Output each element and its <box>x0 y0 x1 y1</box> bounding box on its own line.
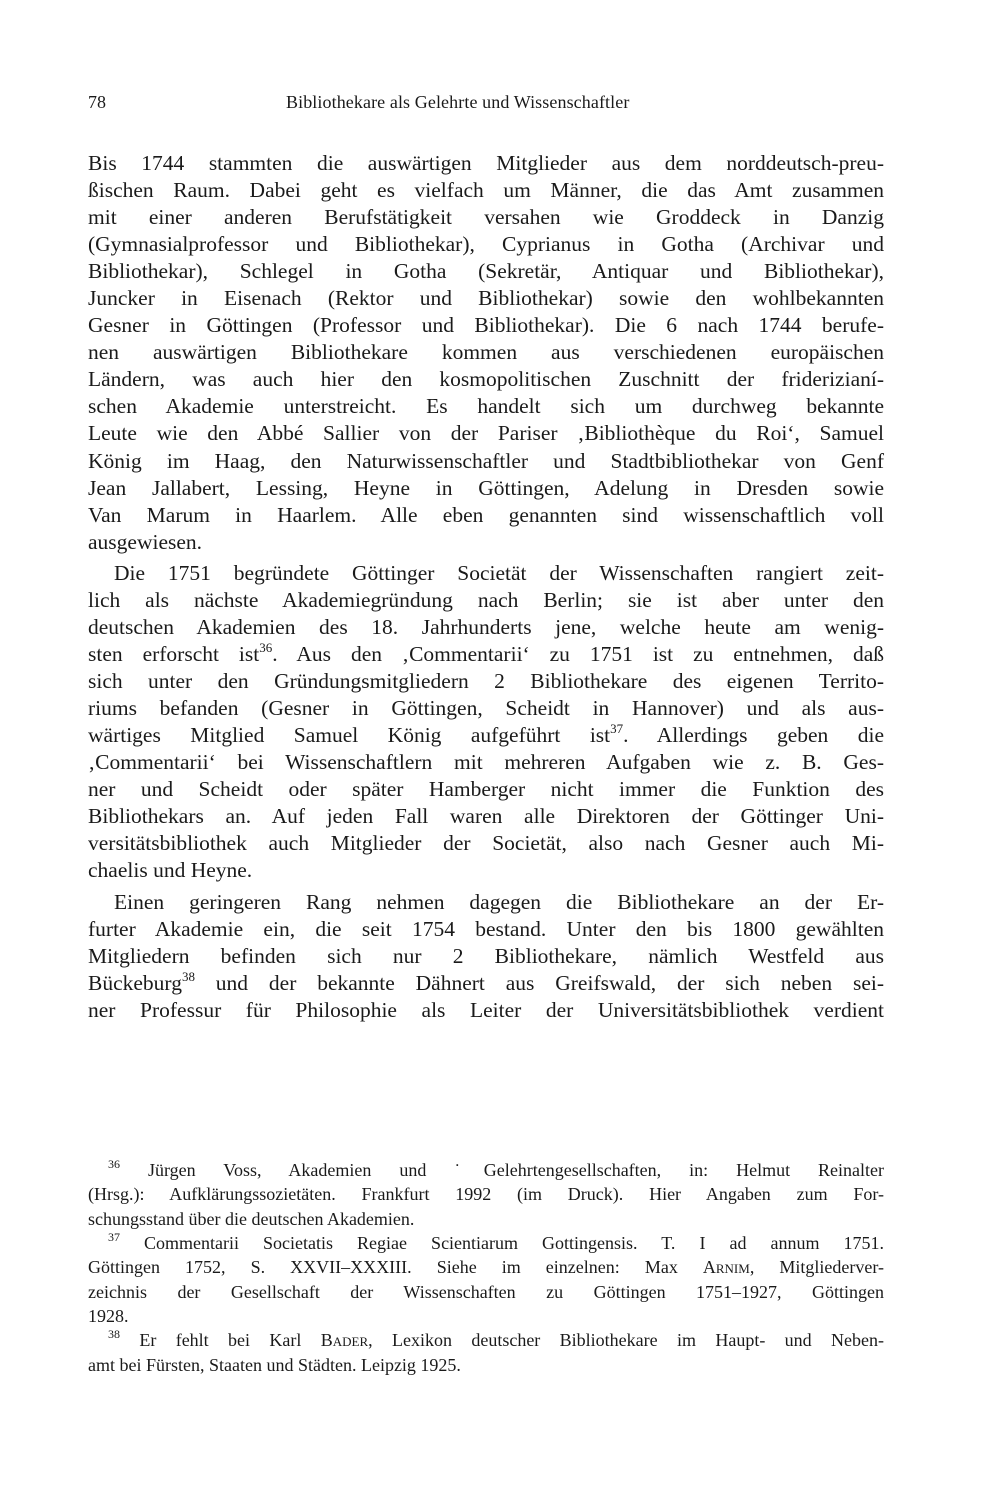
footnote-line <box>88 1255 884 1279</box>
text-line: Die 1751 begründete Göttinger Societät der Wissenschaften rangiert zeit- <box>114 560 884 585</box>
text-line: lich als nächste Akademiegründung nach Berlin; sie ist aber unter den <box>88 587 884 612</box>
text-line: Gesner in Göttingen (Professor und Bibliothekar). Die 6 nach 1744 berufe- <box>88 313 884 338</box>
text-line: schen Akademie unterstreicht. Es handelt sich um durchweg bekannte <box>88 394 884 419</box>
text-line: riums befanden (Gesner in Göttingen, Scheidt in Hannover) und als aus- <box>88 695 884 720</box>
text-line: Mitgliedern befinden sich nur 2 Bibliothekare, nämlich Westfeld aus <box>88 944 884 969</box>
text-segment: Bückeburg <box>88 971 182 996</box>
text-segment: Jürgen Voss, Akademien und ˙Gelehrtengesellschaften, in: Helmut Reinalter <box>147 1160 884 1180</box>
footnote-ref: 37 <box>610 720 624 736</box>
running-title: Bibliothekare als Gelehrte und Wissenschaftler <box>286 92 630 112</box>
footnote-line: 1928. <box>88 1306 129 1327</box>
text-line: Einen geringeren Rang nehmen dagegen die Bibliothekare an der Er- <box>114 890 884 915</box>
text-segment: wärtiges Mitglied Samuel König aufgeführt ist <box>88 722 611 747</box>
page-number: 78 <box>88 92 106 112</box>
paragraph <box>88 150 884 556</box>
footnote-ref: 36 <box>259 639 273 655</box>
text-line: versitätsbibliothek auch Mitglieder der Societät, also nach Gesner auch Mi- <box>88 831 884 856</box>
page-header <box>88 92 884 116</box>
text-line: König im Haag, den Naturwissenschaftler und Stadtbibliothekar von Genf <box>88 448 884 473</box>
text-line: mit einer anderen Berufstätigkeit versahen wie Groddeck in Danzig <box>88 205 884 230</box>
text-line: Juncker in Eisenach (Rektor und Bibliothekar) sowie den wohlbekannten <box>88 286 884 311</box>
footnote <box>88 1158 884 1231</box>
text-segment: sten erforscht ist <box>88 641 260 666</box>
paragraph <box>88 560 884 885</box>
text-line: ‚Commentarii‘ bei Wissenschaftlern mit mehreren Aufgaben wie z. B. Ges- <box>88 750 884 775</box>
text-line: nen auswärtigen Bibliothekare kommen aus verschiedenen europäischen <box>88 340 884 365</box>
text-line: chaelis und Heyne. <box>88 858 253 883</box>
text-line: Bis 1744 stammten die auswärtigen Mitglieder aus dem norddeutsch-preu- <box>88 151 884 175</box>
text-line: Van Marum in Haarlem. Alle eben genannten sind wissenschaftlich voll <box>88 502 884 527</box>
text-line <box>88 970 884 997</box>
text-line: Leute wie den Abbé Sallier von der Pariser ‚Bibliothèque du Roi‘, Samuel <box>88 421 884 446</box>
footnote-line <box>88 1158 884 1182</box>
footnote-line: amt bei Fürsten, Staaten und Städten. Leipzig 1925. <box>88 1354 461 1375</box>
text-line: Bibliothekars an. Auf jeden Fall waren alle Direktoren der Göttinger Uni- <box>88 804 884 829</box>
text-line: ner und Scheidt oder später Hamberger nicht immer die Funktion des <box>88 777 884 802</box>
text-line: furter Akademie ein, die seit 1754 bestand. Unter den bis 1800 gewählten <box>88 917 884 942</box>
footnote-line: (Hrsg.): Aufklärungssozietäten. Frankfurt 1992 (im Druck). Hier Angaben zum For- <box>88 1184 884 1205</box>
text-line: sich unter den Gründungsmitgliedern 2 Bibliothekare des eigenen Territo- <box>88 668 884 693</box>
text-line: deutschen Akademien des 18. Jahrhunderts jene, welche heute am wenig- <box>88 614 884 639</box>
text-line: (Gymnasialprofessor und Bibliothekar), Cyprianus in Gotha (Archivar und <box>88 232 884 257</box>
text-segment: Göttingen 1752, S. XXVII–XXXIII. Siehe im einzelnen: Max <box>88 1257 703 1278</box>
footnote-number: 36 <box>108 1157 120 1171</box>
text-line: ner Professur für Philosophie als Leiter der Universitätsbibliothek verdient <box>88 998 884 1023</box>
text-line: ßischen Raum. Dabei geht es vielfach um Männer, die das Amt zusammen <box>88 178 884 203</box>
body-text <box>88 150 884 1030</box>
footnote <box>88 1231 884 1328</box>
text-segment: , Lexikon deutscher Bibliothekare im Haupt- und Neben- <box>368 1330 885 1351</box>
footnote <box>88 1328 884 1377</box>
text-segment: , Mitgliederver- <box>749 1257 884 1278</box>
text-line <box>88 641 884 668</box>
text-segment: und der bekannte Dähnert aus Greifswald, der sich neben sei- <box>194 971 884 996</box>
author-name: Arnim <box>702 1257 750 1278</box>
author-name: Bader <box>320 1330 369 1351</box>
footnotes <box>88 1158 884 1377</box>
text-segment: . Aus den ‚Commentarii‘ zu 1751 ist zu entnehmen, daß <box>272 641 884 666</box>
text-line: ausgewiesen. <box>88 529 203 554</box>
footnote-line: schungsstand über die deutschen Akademien. <box>88 1208 415 1229</box>
paragraph <box>88 889 884 1024</box>
text-segment: Commentarii Societatis Regiae Scientiarum Gottingensis. T. I ad annum 1751. <box>144 1233 885 1254</box>
footnote-ref: 38 <box>181 969 195 985</box>
footnote-line <box>88 1328 884 1352</box>
text-segment: Er fehlt bei Karl <box>139 1330 321 1351</box>
text-line: Bibliothekar), Schlegel in Gotha (Sekretär, Antiquar und Bibliothekar), <box>88 259 884 284</box>
footnote-number: 38 <box>108 1327 120 1342</box>
text-line <box>88 722 884 749</box>
footnote-number: 37 <box>108 1230 120 1245</box>
footnote-line: zeichnis der Gesellschaft der Wissenschaften zu Göttingen 1751–1927, Göttingen <box>88 1281 884 1302</box>
footnote-line <box>88 1231 884 1255</box>
text-segment: . Allerdings geben die <box>623 722 884 747</box>
text-line: Ländern, was auch hier den kosmopolitischen Zuschnitt der friderizianí- <box>88 367 884 392</box>
text-line: Jean Jallabert, Lessing, Heyne in Göttingen, Adelung in Dresden sowie <box>88 475 884 500</box>
